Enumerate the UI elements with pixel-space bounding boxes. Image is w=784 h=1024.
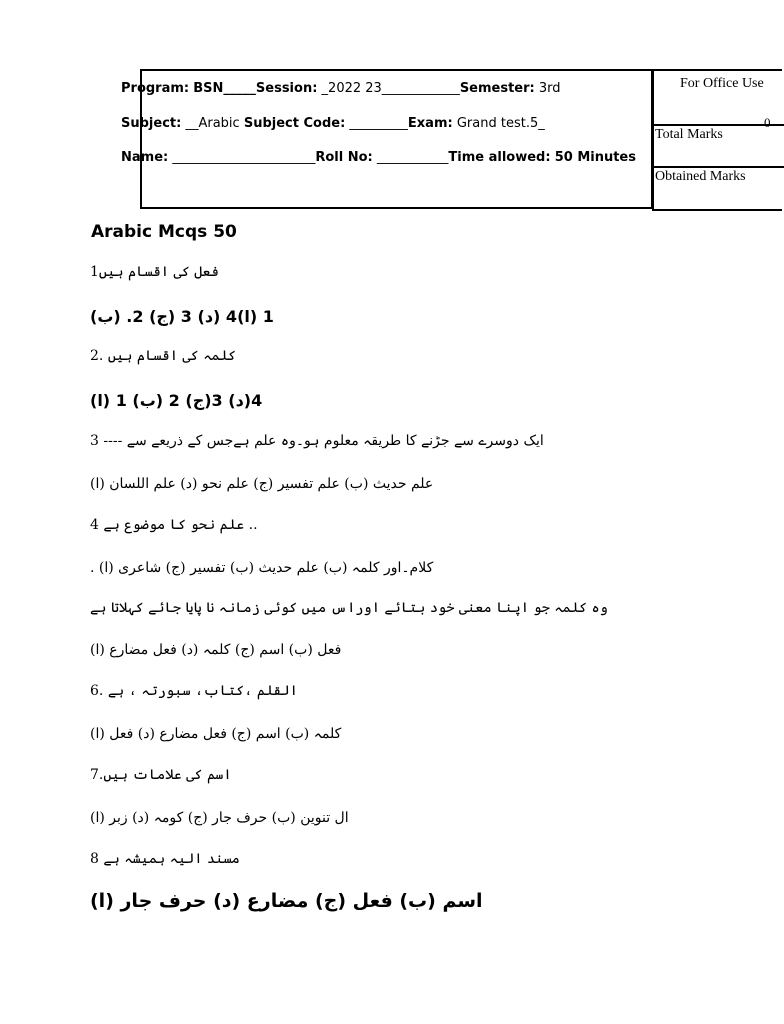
page-title: Arabic Mcqs 50 — [91, 222, 237, 242]
options-5: فعل (ب) اسم (ج) کلمہ (د) فعل مضارع (ا) — [90, 642, 342, 658]
question-5: وہ کلمہ جو اپنا معنی خود بتائے اوراس میں کوئی زمانہ نا پایا جائے کہلاتا ہے — [90, 600, 608, 616]
office-use-title: For Office Use — [680, 76, 764, 91]
exam-value: Grand test.5_ — [456, 116, 545, 131]
options-2: (ا) 4(د) 3(ج) 2 (ب) 1 — [90, 391, 263, 410]
name-value: ______________________ — [172, 150, 316, 165]
session-value: _2022 23____________ — [321, 81, 460, 96]
name-label: Name: — [121, 150, 169, 165]
session-label: Session: — [255, 81, 318, 96]
header-name-line — [121, 150, 636, 165]
question-3: ایک دوسرے سے جڑنے کا طریقہ معلوم ہو۔وہ علم ہےجس کے ذریعے سے ---- 3 — [90, 433, 544, 449]
obtained-marks-label: Obtained Marks — [655, 169, 746, 184]
question-6: القلم ،کتاب، سبورتہ ، ہے .6 — [90, 683, 298, 699]
question-1: فعل کی اقسام ہیں1 — [90, 264, 219, 280]
options-6: کلمہ (ب) اسم (ج) فعل مضارع (د) فعل (ا) — [90, 726, 342, 742]
program-label: Program: — [121, 81, 190, 96]
options-7: ال تنوین (ب) حرف جار (ج) کومہ (د) زبر (ا) — [90, 810, 349, 826]
office-divider — [654, 166, 784, 168]
total-marks-value: 0 — [764, 115, 771, 130]
header-program-line — [121, 81, 561, 96]
semester-value: 3rd — [538, 81, 561, 96]
options-4: . کلام۔اور کلمہ (ب) علم حدیث (ب) تفسیر (ج) شاعری (ا) — [90, 560, 434, 576]
options-3: علم حدیث (ب) علم تفسیر (ج) علم نحو (د) علم اللسان (ا) — [90, 476, 434, 492]
total-marks-label: Total Marks — [655, 127, 723, 142]
exam-label: Exam: — [407, 116, 453, 131]
options-1: (ب) .1 (ا)4 (د) 3 (ج) 2 — [90, 307, 274, 326]
question-7: اسم کی علامات ہیں.7 — [90, 767, 232, 783]
time-label: Time allowed: — [448, 150, 551, 165]
question-4: 4 علم نحو کا موضوع ہے .. — [90, 517, 258, 533]
subject-label: Subject: — [121, 116, 182, 131]
options-8: اسم (ب) فعل (ج) مضارع (د) حرف جار (ا) — [90, 890, 483, 912]
header-subject-line — [121, 116, 545, 131]
question-2: کلمہ کی اقسام ہیں .2 — [90, 348, 237, 364]
roll-value: ___________ — [376, 150, 449, 165]
time-value: 50 Minutes — [554, 150, 636, 165]
office-use-box — [652, 69, 782, 211]
semester-label: Semester: — [459, 81, 535, 96]
subject-code-label: Subject Code: — [243, 116, 346, 131]
subject-code-value: _________ — [349, 116, 408, 131]
program-value: BSN_____ — [193, 81, 256, 96]
subject-value: __Arabic — [185, 116, 240, 131]
roll-label: Roll No: — [315, 150, 373, 165]
question-8: مسند الیہ ہمیشہ ہے 8 — [90, 851, 240, 867]
